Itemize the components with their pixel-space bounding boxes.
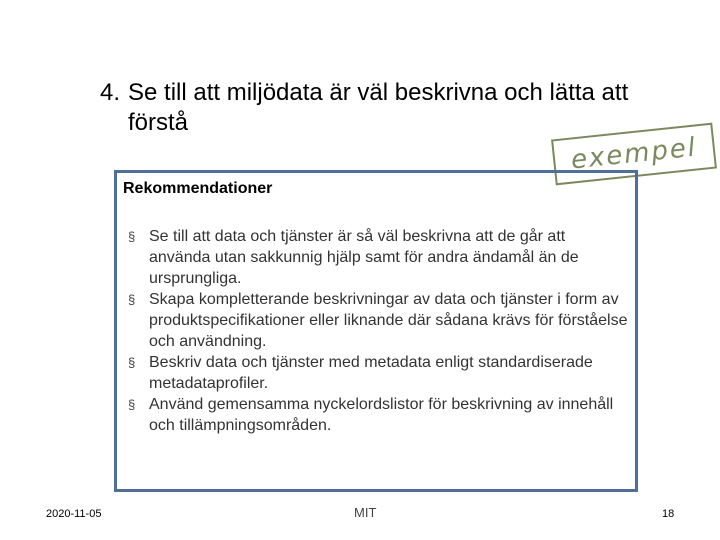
bullet-text: Se till att data och tjänster är så väl beskrivna att de går att använda utan sakkunnig hjälp samt för andra ändamål än de ursprungliga. bbox=[149, 228, 579, 287]
list-item bbox=[128, 289, 628, 352]
list-item bbox=[128, 352, 628, 394]
list-item bbox=[128, 394, 628, 436]
title-text: Se till att miljödata är väl beskrivna och lätta att förstå bbox=[128, 79, 629, 136]
bullet-list bbox=[128, 226, 628, 436]
footer-date: 2020-11-05 bbox=[46, 508, 102, 520]
footer-center-text: MIT bbox=[354, 505, 377, 520]
bullet-marker-icon: § bbox=[128, 229, 136, 244]
bullet-text: Beskriv data och tjänster med metadata enligt standardiserade metadataprofiler. bbox=[149, 354, 593, 392]
stamp-text: exempel bbox=[569, 132, 699, 176]
page-number: 18 bbox=[662, 508, 675, 520]
title-number: 4. bbox=[100, 79, 121, 106]
bullet-marker-icon: § bbox=[128, 292, 136, 307]
bullet-text: Skapa kompletterande beskrivningar av data och tjänster i form av produktspecifikationer eller liknande där sådana krävs för förståelse och användning. bbox=[149, 291, 628, 350]
slide-title bbox=[100, 78, 660, 138]
list-item bbox=[128, 226, 628, 289]
bullet-marker-icon: § bbox=[128, 355, 136, 370]
bullet-text: Använd gemensamma nyckelordslistor för beskrivning av innehåll och tillämpningsområden. bbox=[149, 396, 614, 434]
bullet-marker-icon: § bbox=[128, 397, 136, 412]
recommendations-heading: Rekommendationer bbox=[123, 180, 273, 197]
